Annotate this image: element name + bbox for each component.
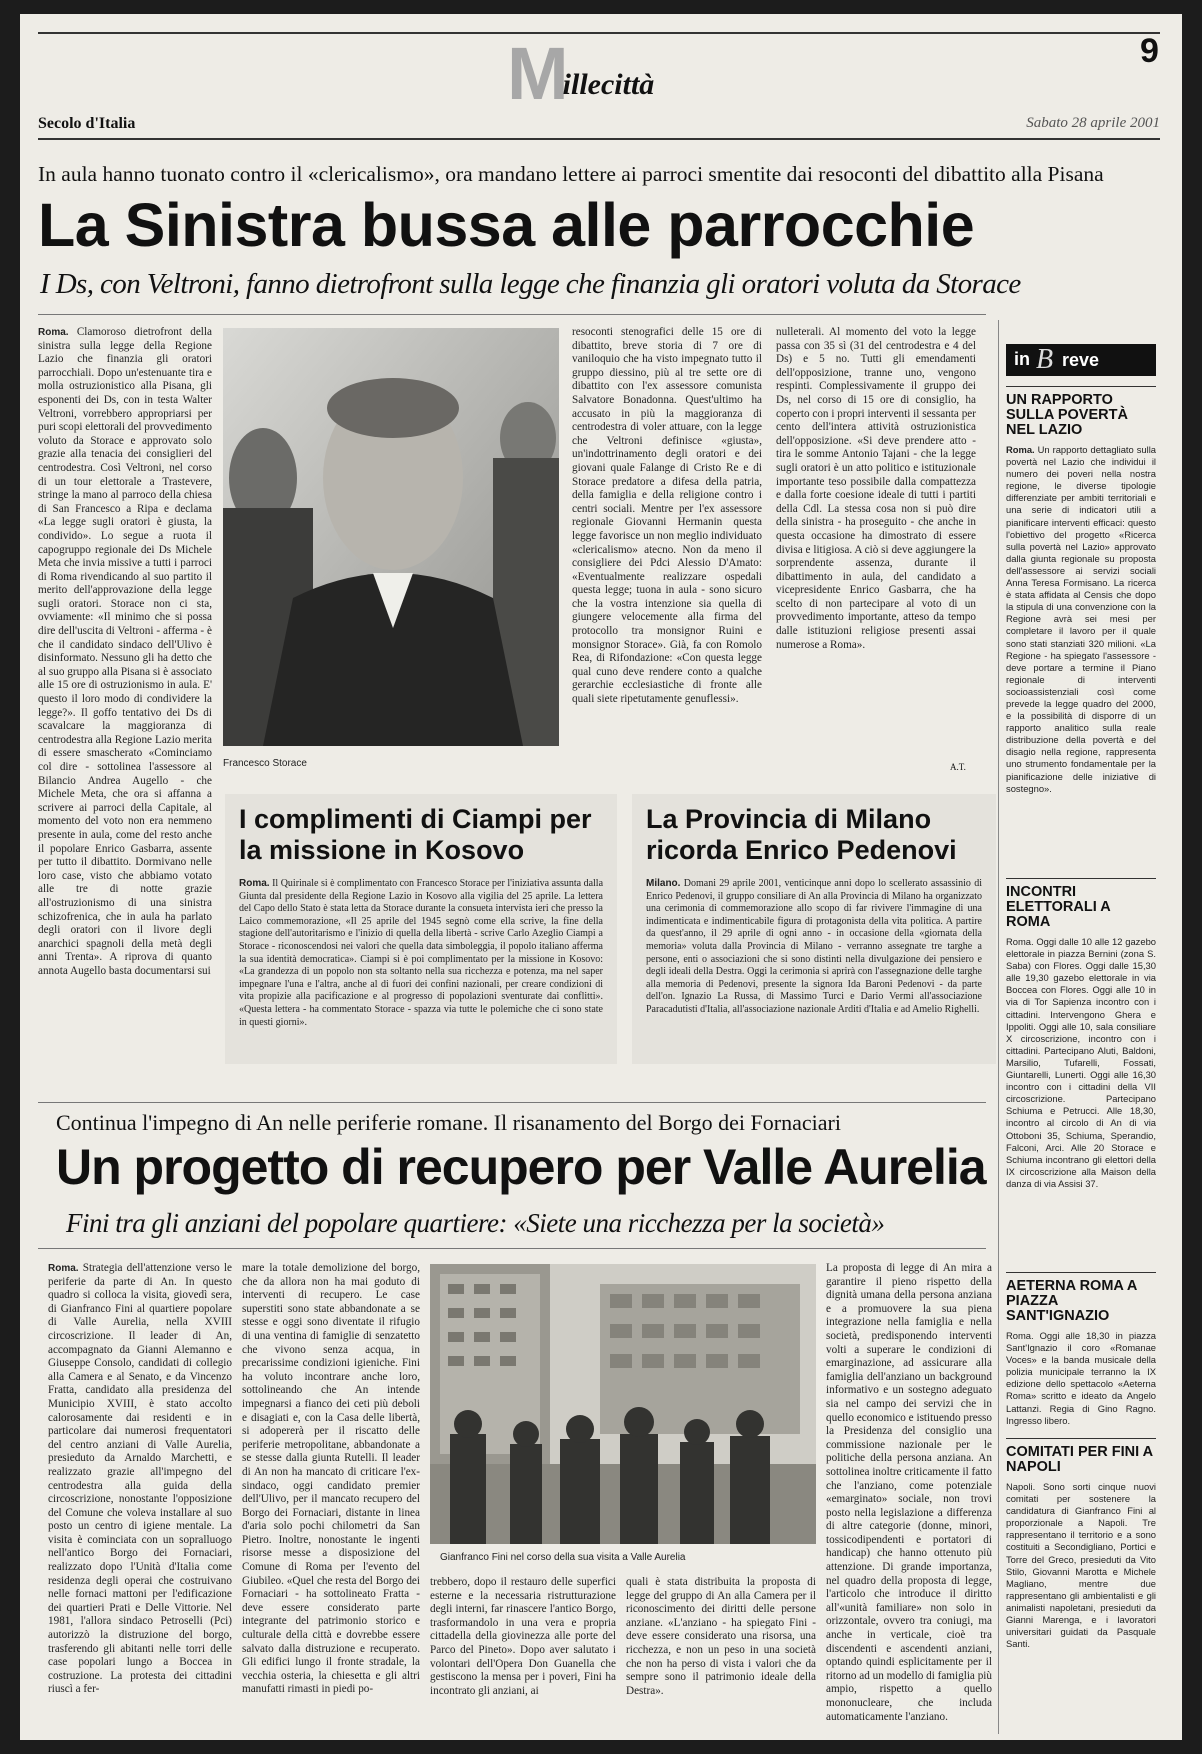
sidebar-rule <box>998 320 999 1734</box>
brief-title: INCONTRI ELETTORALI A ROMA <box>1006 878 1156 930</box>
article2-rule <box>38 1248 986 1249</box>
article2-text-4: quali è stata distribuita la proposta di legge del gruppo di An alla Camera per il riconoscimento dei diritti delle persone anziane. «L'anziano - ha spiegato Fini - deve essere considerato una risorsa, una ricchezza, e non un peso in una società che non ha perso di vista i valori che da sempre sono il patrimonio ideale della Destra». <box>626 1576 816 1697</box>
article1-subtitle: I Ds, con Veltroni, fanno dietrofront sulla legge che finanzia gli oratori voluta da Storace <box>40 268 1021 300</box>
brief-item <box>1006 386 1156 870</box>
milano-title: La Provincia di Milano ricorda Enrico Pedenovi <box>646 804 957 865</box>
storace-photo-caption: Francesco Storace <box>223 758 307 769</box>
article1-title: La Sinistra bussa alle parrocchie <box>38 191 975 259</box>
header-bar <box>38 112 1160 140</box>
brief-body: Napoli. Sono sorti cinque nuovi comitati per sostenere la candidatura di Gianfranco Fini al proporzionale a Napoli. Tre rappresentano il territorio e a sono costituiti a Secondigliano, Portici e Torre del Greco, presieduti da Vito Stilo, Giovanni Marotta e Michele Magliano, mentre due rappresentano gli ambientalisti e gli animalisti napoletani, presieduti da Gianni Marenga, e i lavoratori universitari guidati da Pasquale Santi. <box>1006 1481 1156 1650</box>
in-breve-in: in <box>1014 349 1030 369</box>
milano-dateline: Milano. <box>646 878 681 889</box>
article1-kicker: In aula hanno tuonato contro il «clericalismo», ora mandano lettere ai parroci smentite dai resoconti del dibattito alla Pisana <box>38 162 1104 186</box>
brief-dateline: Roma. <box>1006 444 1035 455</box>
article2-dateline: Roma. <box>48 1263 79 1274</box>
milano-body: Domani 29 aprile 2001, venticinque anni dopo lo scellerato assassinio di Enrico Pedenovi, il gruppo consiliare di An alla Provincia di Milano ha organizzato una cerimonia di commemorazione allo scopo di far rivivere l'immagine di una indimenticata e indimenticabile figura di protagonista della vita politica. A partire da quest'anno, il 29 aprile di ogni anno - in occasione della «giornata della memoria» voluta dalla Provincia di Milano - verranno assegnate tre targhe a persone, enti o associazioni che si sono distinti nella divulgazione dei pensiero e degli ideali della Destra. Oggi la cerimonia si aprirà con l'assegnazione delle targhe alla memoria di Pedenovi, presente la signora Ida Baroni Pedenovi - da parte dell'on. Ignazio La Russa, di Massimo Turci e Dario Vermi all'associazione Paracadutisti d'Italia, all'associazione nazionale Arditi d'Italia e ad Amelio Righelli. <box>646 878 983 1015</box>
article2-subtitle: Fini tra gli anziani del popolare quartiere: «Siete una ricchezza per la società» <box>66 1208 885 1238</box>
ciampi-dateline: Roma. <box>239 878 270 889</box>
article1-signature: A.T. <box>950 762 966 772</box>
brief-item <box>1006 1438 1156 1734</box>
article1-column-3 <box>776 326 976 766</box>
brief-text <box>1006 444 1156 795</box>
issue-date: Sabato 28 aprile 2001 <box>1026 115 1160 131</box>
brief-body: Roma. Oggi dalle 10 alle 12 gazebo elettorale in piazza Bernini (zona S. Saba) con Flores. Oggi dalle 15,30 alle 19,30 gazebo elettorale in via Boccea con Flores. Oggi alle 10 in via di Tor Sapienza incontro con i cittadini. Intervengono Ghera e Ippoliti. Oggi alle 10, sala consiliare X circoscrizione, incontro con i cittadini. Partecipano Aluti, Baldoni, Marsilio, Tufarelli, Fossati, Giuntarelli, Lunerti. Oggi alle 16,30 incontro con i cittadini della VII circoscrizione. Partecipano Schiuma e Petrucci. Alle 18,30, incontro al circolo di An di via Ottoboni 35, Schiuma, Sperandio, Falconi, Arci. Alle 20 Storace e Schiuma incontrano gli elettori della IX circoscrizione alla Maison della danza di via Assisi 37. <box>1006 936 1156 1189</box>
in-breve-reve: reve <box>1062 350 1100 370</box>
masthead-initial: M <box>507 32 567 115</box>
article2-title: Un progetto di recupero per Valle Aurelia <box>56 1139 986 1195</box>
in-breve-b: B <box>1036 344 1054 375</box>
masthead-title: illecittà <box>562 68 655 101</box>
storace-photo <box>223 328 559 746</box>
brief-item <box>1006 1272 1156 1432</box>
article2-column-2 <box>242 1262 420 1732</box>
article2-kicker: Continua l'impegno di An nelle periferie romane. Il risanamento del Borgo dei Fornaciari <box>56 1110 841 1135</box>
milano-box <box>632 794 996 1064</box>
article2-text-5: La proposta di legge di An mira a garantire il pieno rispetto della dignità umana della persona anziana e a promuovere la sua piena integrazione nella famiglia e nella società, predisponendo interventi volti a superare le condizioni di emarginazione, ad assicurare alla famiglia dell'anziano un background informativo e un sostegno adeguato sia nel campo dei servizi che in quello economico e istituendo presso la Presidenza del consiglio una commissione nazionale per le politiche della persona anziana. An sottolinea inoltre criticamente il fatto che l'anziano, come potenziale «emarginato» sociale, non trovi posto nella legislazione a differenza di altre categorie (donne, minori, tossicodipendenti e portatori di handicap) che hanno ottenuto più attenzione. Di grande importanza, nel quadro della proposta di legge, l'articolo che introduce il diritto all'«unità familiare» non solo in orizzontale, ovvero tra coniugi, ma anche in verticale, cioè tra discendenti e ascendenti anziani, optando quindi esplicitamente per il ritorno ad un modello di famiglia più ampio, rispetto a quello mononucleare, che includa automaticamente l'anziano. <box>826 1262 992 1723</box>
article1-column-1 <box>38 326 212 977</box>
article2-column-3 <box>430 1576 616 1734</box>
newspaper-page <box>20 14 1182 1740</box>
masthead <box>507 32 655 115</box>
brief-title: AETERNA ROMA A PIAZZA SANT'IGNAZIO <box>1006 1272 1156 1324</box>
article1-rule <box>38 314 986 315</box>
brief-body: Roma. Oggi alle 18,30 in piazza Sant'Ignazio il coro «Romanae Voces» e la banda musicale della polizia municipale terranno la IX edizione dello spettacolo «Aeterna Roma» scritto e ideato da Angelo Lattanzi. Regia di Gino Ragno. Ingresso libero. <box>1006 1330 1156 1426</box>
in-breve-banner <box>1006 344 1156 376</box>
page-number: 9 <box>1140 32 1159 70</box>
article1-dateline: Roma. <box>38 327 69 338</box>
article1-text-1: Clamoroso dietrofront della sinistra sulla legge della Regione Lazio che finanzia gli oratori parrocchiali. Dopo un'estenuante tira e molla ostruzionistico alla Pisana, gli esponenti dei Ds, con in testa Walter Veltroni, vorrebbero appropriarsi per puri scopi elettorali del provvedimento voluto da Storace e approvato solo grazie alla tenacia dei consiglieri del centrodestra. Così Veltroni, nel corso di un tour elettorale a Trastevere, stringe la mano al parroco della chiesa di San Francesco a Ripa e declama «La legge sugli oratori è giusta, la condivido». Lo segue a ruota il capogruppo regionale dei Ds Michele Meta che invia missive a tutti i parroci di Roma rivendicando al suo partito il merito dell'approvazione della legge sugli oratori. Storace non ci sta, ovviamente: «Il minimo che si possa dire dell'uscita di Veltroni - afferma - è che il candidato sindaco dell'Ulivo è disinformato. Nessuno gli ha detto che al suo gruppo alla Pisana si è associato alle 15 ore di ostruzionismo in aula. E' questo il loro modo di condividere la legge?». Il goffo tentativo dei Ds di scavalcare la maggioranza di centrodestra alla Regione Lazio merita di essere smascherato «Cominciamo col dire - sottolinea l'assessore al Bilancio Andrea Augello - che Michele Meta, che ora si affanna a scrivere ai parroci della Capitale, al momento del voto non era nemmeno presente in aula, come del resto anche il popolare Enrico Gasbarra, assente per tutto il dibattito. Dormivano nelle loro case, visto che abbiamo votato alle tre di notte grazie all'ostruzionismo di una sinistra schizofrenica, che in aula ha parlato degli oratori con il livore degli anarchici spagnoli della metà degli anni Trenta». A riprova di quanto annota Augello basta documentarsi sui <box>38 326 212 977</box>
article2-column-1 <box>48 1262 232 1732</box>
brief-body: Un rapporto dettagliato sulla povertà nel Lazio che individui il numero dei poveri nella nostra regione, le diverse tipologie differenziate per ambiti territoriali e una serie di indicatori utili a pianificare interventi efficaci: questo l'obiettivo del progetto «Ricerca sulla povertà nel Lazio» approvato dalla giunta regionale su proposta dell'assessore ai servizi sociali Anna Teresa Formisano. La ricerca è stata affidata al Censis che dopo la stipula di una convenzione con la Regione avrà sei mesi per completare il lavoro per il quale sono stati stanziati 320 milioni. «La Regione - ha spiegato l'assessore - deve portare a termine il Piano regionale di interventi socioassistenziali così come prevede la legge quadro del 2000, e la possibilità di disporre di un rapporto analitico sulla reale distribuzione della povertà e del disagio nella regione, rappresenta uno strumento fondamentale per la pianificazione delle iniziative di sostegno». <box>1006 444 1157 794</box>
fini-photo-image <box>430 1264 816 1544</box>
article2-text-1: Strategia dell'attenzione verso le periferie da parte di An. In questo quadro si colloca la visita, giovedì sera, di Gianfranco Fini al quartiere popolare di Valle Aurelia, nella XVIII circoscrizione. Il leader di An, accompagnato da Gianni Alemanno e Giuseppe Consolo, candidati di collegio alla Camera e al Senato, e da Vincenzo Fratta, candidato alla presidenza del Municipio XVIII, è stato accolto calorosamente dai residenti e in particolare dai numerosi frequentatori del centro anziani di Valle Aurelia, presieduto da Arnaldo Marchetti, e realizzato grazie all'impegno del centrodestra alla guida della circoscrizione, nonostante l'opposizione del Comune che voleva installare al suo posto un centro di igiene mentale. La visita è cominciata con un sopralluogo nell'antico Borgo dei Fornaciari, realizzato dopo l'Unità d'Italia come residenza degli operai che costruivano nelle fornaci mattoni per l'edificazione dei quartieri Prati e Delle Vittorie. Nel 1981, l'allora sindaco Petroselli (Pci) autorizzò la distruzione del borgo, trasferendo gli abitanti nelle torri delle case popolari lungo a Boccea in costruzione. La protesta dei cittadini riuscì a fer- <box>48 1262 232 1696</box>
brief-title: UN RAPPORTO SULLA POVERTÀ NEL LAZIO <box>1006 386 1156 438</box>
storace-photo-image <box>223 328 559 746</box>
article2-rule-top <box>38 1102 986 1103</box>
ciampi-title: I complimenti di Ciampi per la missione in Kosovo <box>239 804 592 865</box>
fini-photo-caption: Gianfranco Fini nel corso della sua visita a Valle Aurelia <box>440 1552 686 1563</box>
article2-column-5 <box>826 1262 992 1732</box>
paper-name: Secolo d'Italia <box>38 115 136 132</box>
brief-title: COMITATI PER FINI A NAPOLI <box>1006 1438 1156 1475</box>
brief-item <box>1006 878 1156 1266</box>
fini-photo <box>430 1264 816 1544</box>
article1-text-3: nulleterali. Al momento del voto la legge passa con 35 sì (31 del centrodestra e 4 del Ds) e 5 no. Tutti gli emendamenti dell'opposizione, tranne uno, vengono respinti. Complessivamente il gruppo dei Ds, nel corso di 15 ore di consiglio, ha coperto con i propri interventi il sessanta per cento dell'intera attività ostruzionistica dell'opposizione. «Si deve prendere atto - tira le somme Antonio Tajani - che la legge sugli oratori è un atto politico e istituzionale importante teso possibile dalla compattezza e dalla forte coesione ideale di tutti i partiti della Cdl. La stessa cosa non si può dire della sinistra - ha proseguito - che anche in questa occasione ha dimostrato di essere divisa e litigiosa. A ciò si deve aggiungere la sorprendente assenza, durante il dibattimento in aula, del candidato a vicepresidente Enrico Gasbarra, che ha scelto di non partecipare al voto di un provvedimento importante, atteso da tempo dalle istituzioni religiose presenti assai numerose a Roma». <box>776 326 976 651</box>
ciampi-box <box>225 794 617 1064</box>
ciampi-body: Il Quirinale si è complimentato con Francesco Storace per l'iniziativa assunta dalla Giunta dal presidente della Regione Lazio in Kosovo alla vigilia del 25 aprile. La lettera del Capo dello Stato è stata letta da Storace durante la consueta intervista ieri che presso la Laico commemorazione, «Il 25 aprile del 1945 segnò come ella scrive, la fine della stagione dell'autoritarismo e l'inizio di quella della libertà - scrive Carlo Azeglio Ciampi a Storace - riconoscendosi nei valori che quella data simboleggia, il popolo italiano afferma la sua identità democratica». Ciampi si è poi complimentato per la missione in Kosovo: «La grandezza di un popolo non sta soltanto nella sua ricchezza e potenza, ma nel saper impegnare l'una e l'altra, anche al di fuori dei confini nazionali, per creare condizioni di vita propizie alla pacificazione e al progresso di popolazioni sventurate dai conflitti». «Questa lettera - ha commentato Storace - spazza via tutte le polemiche che ci sono state in questi giorni». <box>239 878 604 1028</box>
ciampi-text <box>239 878 603 1029</box>
article1-text-2: resoconti stenografici delle 15 ore di dibattito, breve storia di 7 ore di vaniloquio che ha visto impegnato tutto il gruppo diessino, più al tre sette ore di dibattito con l'ex assessore comunista Salvatore Bonadonna. Quest'ultimo ha accusato in più la maggioranza di centrodestra di voler attuare, con la legge che Veltroni definisce «giusta», un'indottrinamento degli oratori e dei giovani quale Falange di Cristo Re e di Storace predatore a difesa della patria, della famiglia e della religione contro i centri sociali. Mentre per l'ex assessore regionale Giovanni Hermanin questa legge favorisce un non meglio individuato «clericalismo» atecno. Non da meno il consigliere dei Pdci Alessio D'Amato: «Eventualmente realizzare ospedali questa legge; tuona in aula - sono sicuro che la vostra intenzione sia quella di giungere velocemente alla firma del protocollo tra monsignor Ruini e monsignor Storace». Già, fa con Romolo Rea, di Rifondazione: «Con questa legge qual cuno deve rendere conto a qualche gerarchie ecclesiastiche di fronte alle quali siete ripetutamente genuflessi». <box>572 326 762 706</box>
milano-text <box>646 878 982 1017</box>
article2-text-3: trebbero, dopo il restauro delle superfici esterne e la necessaria ristrutturazione degli interni, far rinascere l'antico Borgo, trasformandolo in una vera e propria cittadella della giovinezza alle porte del Parco del Pineto». Dopo aver salutato i volontari dell'Opera Don Guanella che gestiscono la mensa per i poveri, Fini ha incontrato gli anziani, ai <box>430 1576 616 1697</box>
article1-column-2 <box>572 326 762 778</box>
article2-column-4 <box>626 1576 816 1734</box>
article2-text-2: mare la totale demolizione del borgo, che da allora non ha mai goduto di interventi di recupero. Le case superstiti sono state abbandonate a se stesse e oggi sono diventate il rifugio di una ventina di famiglie di senzatetto che vivono senza acqua, in precarissime condizioni igieniche. Fini ha voluto incontrare anche loro, sottolineando che An intende impegnarsi a fianco dei ceti più deboli e disagiati e, con la Casa delle libertà, si adopererà per il riscatto delle periferie metropolitane, abbandonate a se stesse dalla giunta Rutelli. Il leader di An non ha mancato di criticare l'ex-sindaco, oggi candidato premier dell'Ulivo, per il mancato recupero del Borgo dei Fornaciari, distante in linea d'aria solo pochi chilometri da San Pietro. Inoltre, nonostante le ingenti risorse messe a disposizione del Comune di Roma per l'evento del Giubileo. «Quel che resta del Borgo dei Fornaciari - ha sottolineato Fratta - deve essere considerato parte integrante del patrimonio storico e culturale della città e dovrebbe essere salvato dalla distruzione e recuperato. Gli edifici lungo il fronte stradale, la vecchia osteria, la chiesetta e gli altri manufatti rimasti in piedi po- <box>242 1262 420 1696</box>
